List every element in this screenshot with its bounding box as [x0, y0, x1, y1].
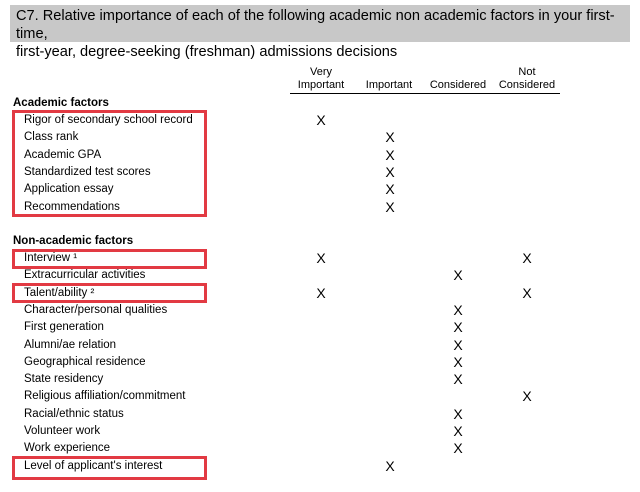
section-title-nonacademic: Non-academic factors — [13, 235, 134, 247]
section-title-academic: Academic factors — [13, 97, 109, 109]
rating-mark: X — [453, 371, 463, 388]
factor-label: Geographical residence — [24, 355, 146, 368]
factor-label: Standardized test scores — [24, 165, 151, 178]
factor-label: Level of applicant's interest — [24, 459, 163, 472]
column-header-line: Not — [518, 66, 536, 78]
rating-mark: X — [453, 353, 463, 370]
factor-label: Application essay — [24, 183, 114, 196]
column-header-line: Considered — [429, 79, 487, 91]
rating-mark: X — [453, 319, 463, 336]
factor-label: Volunteer work — [24, 425, 101, 437]
factor-label: Interview ¹ — [24, 252, 78, 264]
table-row — [0, 337, 640, 354]
question-header — [10, 5, 630, 60]
table-row — [0, 319, 640, 336]
question-title-line1: C7. Relative importance of each of the following academic non academic factors in your first-time, — [16, 8, 615, 42]
factor-label: Recommendations — [24, 200, 120, 213]
question-title-line2: first-year, degree-seeking (freshman) admissions decisions — [16, 44, 398, 60]
column-header-important — [358, 66, 420, 92]
rating-mark: X — [385, 146, 395, 163]
table-row — [0, 440, 640, 457]
factor-label: Alumni/ae relation — [24, 338, 117, 351]
factor-label: State residency — [24, 373, 104, 386]
table-row — [0, 302, 640, 319]
rating-mark: X — [453, 267, 463, 284]
rating-mark: X — [385, 129, 395, 146]
rating-mark: X — [453, 301, 463, 318]
factor-label: Academic GPA — [24, 148, 102, 161]
factor-label: Religious affiliation/commitment — [24, 390, 186, 403]
column-header-not-considered — [494, 66, 560, 92]
highlight-box-academic — [12, 110, 207, 217]
factor-label: Extracurricular activities — [24, 269, 146, 282]
rating-mark: X — [316, 250, 326, 266]
rating-mark: X — [522, 388, 532, 405]
rating-mark: X — [316, 112, 326, 128]
factor-label: Work experience — [24, 442, 111, 455]
table-row — [0, 388, 640, 405]
column-header-line: Important — [297, 79, 345, 91]
rating-mark: X — [385, 198, 395, 215]
factor-label: Racial/ethnic status — [24, 407, 124, 420]
rating-mark: X — [453, 405, 463, 422]
column-header-line: Considered — [498, 79, 556, 91]
rating-mark: X — [453, 336, 463, 353]
highlight-box-talent — [12, 283, 207, 303]
table-row — [0, 354, 640, 371]
highlight-box-interest — [12, 456, 207, 480]
header-divider — [290, 93, 560, 94]
factor-label: First generation — [24, 321, 104, 334]
rating-mark: X — [453, 423, 463, 439]
table-row — [0, 423, 640, 440]
factor-label: Talent/ability ² — [24, 286, 95, 299]
rating-mark: X — [316, 284, 326, 301]
highlight-box-interview — [12, 249, 207, 269]
table-row — [0, 371, 640, 388]
table-row — [0, 267, 640, 284]
rating-mark: X — [453, 440, 463, 457]
rating-mark: X — [385, 181, 395, 198]
rating-mark: X — [522, 284, 532, 301]
rating-mark: X — [522, 250, 532, 266]
column-header-line: Very — [309, 66, 332, 78]
factor-label: Rigor of secondary school record — [24, 114, 193, 126]
column-header-very-important — [290, 66, 352, 92]
column-header-considered — [424, 66, 492, 92]
column-header-line: Important — [365, 79, 413, 91]
factor-label: Class rank — [24, 131, 79, 144]
rating-mark: X — [385, 163, 395, 180]
rating-mark: X — [385, 457, 395, 474]
factor-label: Character/personal qualities — [24, 303, 168, 316]
table-row — [0, 406, 640, 423]
